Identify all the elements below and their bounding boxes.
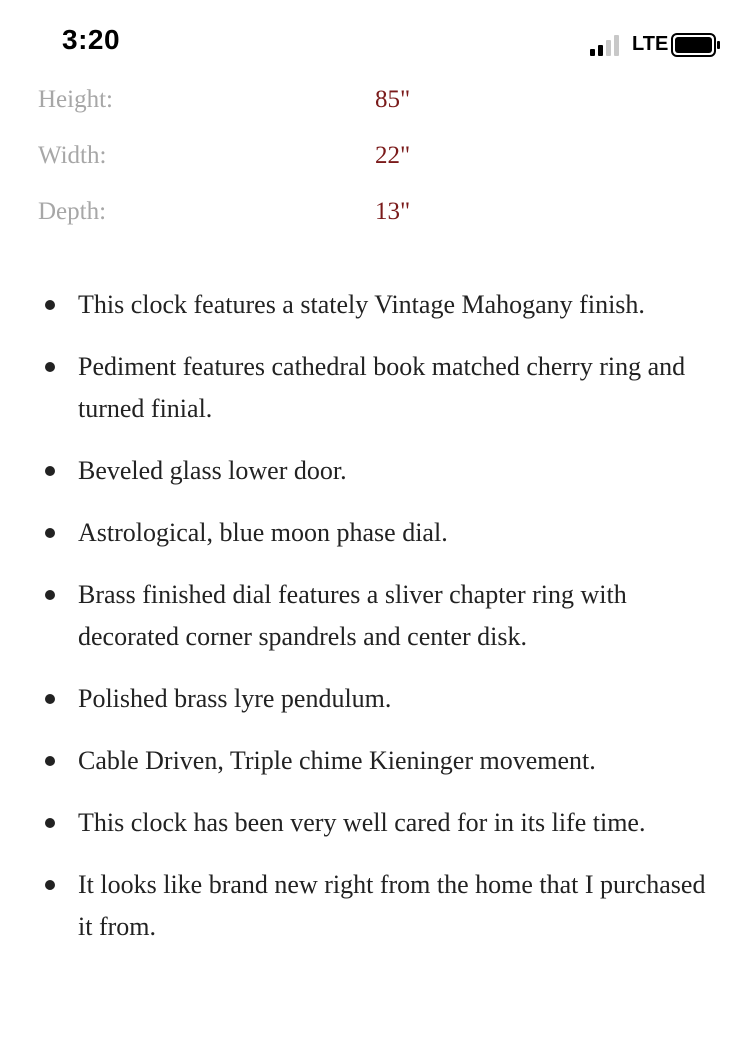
- spec-label: Depth:: [38, 198, 107, 225]
- list-item: [0, 574, 750, 658]
- spec-label: Width:: [38, 142, 107, 169]
- spec-label: Height:: [38, 86, 113, 113]
- feature-text: Pediment features cathedral book matched cherry ring and turned finial.: [78, 352, 686, 423]
- spec-value: 13": [375, 198, 411, 225]
- bullet-icon: [45, 694, 55, 704]
- list-item: [0, 346, 750, 430]
- feature-text: This clock has been very well cared for in its life time.: [78, 808, 646, 837]
- bullet-icon: [45, 590, 55, 600]
- signal-icon: [590, 34, 626, 56]
- bullet-icon: [45, 362, 55, 372]
- specs-table: [38, 84, 718, 252]
- features-list: [0, 284, 750, 968]
- list-item: [0, 450, 750, 492]
- battery-icon: [671, 33, 721, 57]
- feature-text: Brass finished dial features a sliver chapter ring with decorated corner spandrels and center disk.: [78, 580, 627, 651]
- spec-row-width: [38, 140, 718, 196]
- status-time: 3:20: [62, 24, 121, 55]
- bullet-icon: [45, 756, 55, 766]
- feature-text: It looks like brand new right from the home that I purchased it from.: [78, 870, 706, 941]
- feature-text: Astrological, blue moon phase dial.: [78, 518, 448, 547]
- spec-row-depth: [38, 196, 718, 252]
- bullet-icon: [45, 300, 55, 310]
- bullet-icon: [45, 818, 55, 828]
- status-bar: [0, 0, 750, 88]
- bullet-icon: [45, 880, 55, 890]
- network-label: LTE: [632, 33, 669, 55]
- list-item: [0, 284, 750, 326]
- list-item: [0, 678, 750, 720]
- list-item: [0, 740, 750, 782]
- spec-value: 85": [375, 86, 411, 113]
- bullet-icon: [45, 528, 55, 538]
- feature-text: Beveled glass lower door.: [78, 456, 347, 485]
- list-item: [0, 802, 750, 844]
- list-item: [0, 512, 750, 554]
- feature-text: Cable Driven, Triple chime Kieninger movement.: [78, 746, 596, 775]
- spec-value: 22": [375, 142, 411, 169]
- list-item: [0, 864, 750, 948]
- feature-text: This clock features a stately Vintage Mahogany finish.: [78, 290, 645, 319]
- bullet-icon: [45, 466, 55, 476]
- spec-row-height: [38, 84, 718, 140]
- feature-text: Polished brass lyre pendulum.: [78, 684, 392, 713]
